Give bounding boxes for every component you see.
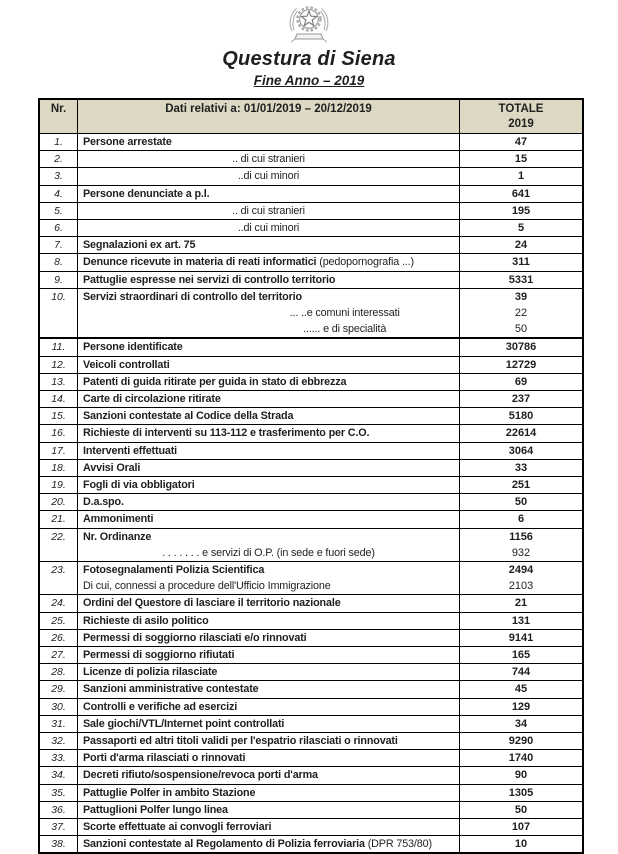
table-row: [39, 698, 583, 715]
table-row: [39, 185, 583, 202]
column-header-total-line1: TOTALE: [498, 103, 544, 115]
row-value: 15: [514, 153, 528, 166]
row-label: Richieste di interventi su 113-112 e trasferimento per C.O.: [83, 427, 370, 440]
table-row: [39, 681, 583, 698]
table-row: [39, 338, 583, 356]
row-label: Richieste di asilo politico: [83, 614, 209, 627]
row-description-cell: [78, 784, 460, 801]
row-label: ...... e di specialità: [303, 323, 387, 336]
table-row: [39, 168, 583, 185]
row-total-cell: [460, 646, 584, 663]
row-number: 7.: [39, 237, 78, 254]
row-label: Controlli e verifiche ad esercizi: [83, 700, 238, 713]
table-row: [39, 750, 583, 767]
row-number: 11.: [39, 338, 78, 356]
row-number: 30.: [39, 698, 78, 715]
row-label: Avvisi Orali: [83, 461, 141, 474]
table-row: [39, 151, 583, 168]
row-label: Persone denunciate a p.l.: [83, 187, 210, 200]
row-value: 2103: [508, 580, 534, 593]
row-label: ..di cui minori: [237, 222, 300, 235]
row-description-cell: [78, 750, 460, 767]
row-description-cell: [78, 767, 460, 784]
row-label: Sale giochi/VTL/Internet point controllati: [83, 717, 285, 730]
row-number: 18.: [39, 459, 78, 476]
row-total-cell: [460, 168, 584, 185]
row-description-cell: [78, 151, 460, 168]
row-description-cell: [78, 391, 460, 408]
row-description-cell: [78, 220, 460, 237]
table-row: [39, 425, 583, 442]
row-description-cell: [78, 801, 460, 818]
row-label-note: (pedopornografia ...): [316, 256, 414, 269]
row-number: 34.: [39, 767, 78, 784]
row-label: Pattuglioni Polfer lungo linea: [83, 803, 228, 816]
row-total-cell: [460, 629, 584, 646]
row-value: 9141: [508, 631, 534, 644]
table-row: [39, 408, 583, 425]
table-row: [39, 646, 583, 663]
row-total-cell: [460, 801, 584, 818]
row-total-cell: [460, 338, 584, 356]
row-total-cell: [460, 477, 584, 494]
row-number: 2.: [39, 151, 78, 168]
row-description-cell: [78, 185, 460, 202]
table-row: [39, 459, 583, 476]
row-total-cell: [460, 134, 584, 151]
row-value: 3064: [508, 444, 534, 457]
row-description-cell: [78, 254, 460, 271]
row-value: 69: [514, 375, 528, 388]
row-label: Permessi di soggiorno rilasciati e/o rinnovati: [83, 631, 307, 644]
row-total-cell: [460, 494, 584, 511]
row-description-cell: [78, 356, 460, 373]
column-header-total: [460, 99, 584, 134]
row-total-cell: [460, 562, 584, 595]
row-number: 33.: [39, 750, 78, 767]
table-row: [39, 202, 583, 219]
row-label: Sanzioni amministrative contestate: [83, 683, 259, 696]
row-value: 131: [511, 614, 531, 627]
row-total-cell: [460, 254, 584, 271]
table-row: [39, 356, 583, 373]
column-header-total-line2: 2019: [508, 117, 534, 130]
column-header-data: Dati relativi a: 01/01/2019 – 20/12/2019: [78, 99, 460, 134]
row-value: 50: [514, 803, 528, 816]
document-header: [0, 0, 618, 88]
table-row: [39, 595, 583, 612]
row-label: Fotosegnalamenti Polizia Scientifica: [83, 564, 265, 576]
table-row: [39, 784, 583, 801]
row-value: 165: [511, 648, 531, 661]
row-description-cell: [78, 664, 460, 681]
table-row: [39, 477, 583, 494]
row-description-cell: [78, 528, 460, 561]
row-value: 5180: [508, 410, 534, 423]
row-label: Patenti di guida ritirate per guida in stato di ebbrezza: [83, 375, 347, 388]
row-number: 20.: [39, 494, 78, 511]
row-number: 32.: [39, 733, 78, 750]
row-label: Pattuglie espresse nei servizi di controllo territorio: [83, 273, 336, 286]
row-total-cell: [460, 733, 584, 750]
row-description-cell: [78, 373, 460, 390]
row-value: 744: [511, 666, 531, 679]
row-label: Permessi di soggiorno rifiutati: [83, 648, 235, 661]
row-value: 311: [512, 256, 530, 269]
row-label: Servizi straordinari di controllo del territorio: [83, 290, 302, 303]
row-value: 251: [511, 479, 531, 492]
row-total-cell: [460, 356, 584, 373]
row-description-cell: [78, 836, 460, 854]
row-description-cell: [78, 629, 460, 646]
row-number: 26.: [39, 629, 78, 646]
row-total-cell: [460, 767, 584, 784]
row-label: D.a.spo.: [83, 496, 124, 509]
row-number: 12.: [39, 356, 78, 373]
row-label: Decreti rifiuto/sospensione/revoca porti d'arma: [83, 769, 318, 782]
row-value: 47: [514, 136, 528, 148]
row-description-cell: [78, 338, 460, 356]
row-number: 13.: [39, 373, 78, 390]
row-number: 35.: [39, 784, 78, 801]
row-label: Pattuglie Polfer in ambito Stazione: [83, 786, 256, 799]
table-row: [39, 254, 583, 271]
row-number: 10.: [39, 288, 78, 338]
row-total-cell: [460, 373, 584, 390]
row-description-cell: [78, 612, 460, 629]
row-value: 34: [514, 717, 528, 730]
row-label-note: (DPR 753/80): [364, 838, 432, 851]
row-description-cell: [78, 698, 460, 715]
table-row: [39, 391, 583, 408]
row-total-cell: [460, 511, 584, 528]
row-total-cell: [460, 271, 584, 288]
statistics-table: [38, 98, 584, 854]
row-number: 29.: [39, 681, 78, 698]
row-label: Denunce ricevute in materia di reati informatici (pedopornografia ...): [83, 256, 414, 269]
row-total-cell: [460, 151, 584, 168]
row-value: 30786: [505, 341, 537, 354]
table-row: [39, 237, 583, 254]
italian-republic-emblem-icon: [284, 3, 334, 45]
row-value: 1: [517, 170, 525, 183]
row-total-cell: [460, 391, 584, 408]
row-total-cell: [460, 185, 584, 202]
table-row: [39, 511, 583, 528]
row-value: 237: [511, 393, 531, 405]
row-description-cell: [78, 442, 460, 459]
row-total-cell: [460, 715, 584, 732]
table-row: [39, 801, 583, 818]
row-value: 5: [517, 222, 525, 235]
row-description-cell: [78, 646, 460, 663]
row-number: 15.: [39, 408, 78, 425]
row-description-cell: [78, 134, 460, 151]
row-total-cell: [460, 750, 584, 767]
table-row: [39, 733, 583, 750]
row-description-cell: [78, 271, 460, 288]
row-label: .. di cui stranieri: [232, 204, 305, 217]
row-total-cell: [460, 612, 584, 629]
row-number: 5.: [39, 202, 78, 219]
row-value: 1156: [509, 530, 533, 543]
row-description-cell: [78, 733, 460, 750]
row-number: 37.: [39, 819, 78, 836]
row-number: 14.: [39, 391, 78, 408]
row-number: 4.: [39, 185, 78, 202]
row-number: 24.: [39, 595, 78, 612]
row-description-cell: [78, 477, 460, 494]
row-label: Persone identificate: [83, 341, 183, 354]
row-label: .. di cui stranieri: [232, 153, 305, 166]
row-total-cell: [460, 459, 584, 476]
row-total-cell: [460, 836, 584, 854]
row-label: Ordini del Questore di lasciare il territorio nazionale: [83, 597, 341, 610]
row-value: 1740: [508, 752, 534, 765]
row-value: 22: [514, 307, 528, 320]
table-row: [39, 528, 583, 561]
row-description-cell: [78, 288, 460, 338]
row-value: 50: [514, 496, 528, 509]
row-value: 5331: [508, 273, 534, 286]
page-title: Questura di Siena: [222, 48, 396, 70]
row-description-cell: [78, 237, 460, 254]
row-total-cell: [460, 442, 584, 459]
row-description-cell: [78, 425, 460, 442]
row-number: 1.: [39, 134, 78, 151]
table-row: [39, 836, 583, 854]
row-description-cell: [78, 819, 460, 836]
row-description-cell: [78, 408, 460, 425]
row-total-cell: [460, 698, 584, 715]
table-row: [39, 271, 583, 288]
row-value: 39: [514, 290, 528, 303]
row-total-cell: [460, 408, 584, 425]
row-total-cell: [460, 664, 584, 681]
row-number: 8.: [39, 254, 78, 271]
row-total-cell: [460, 288, 584, 338]
row-value: 12729: [505, 358, 537, 371]
row-description-cell: [78, 511, 460, 528]
row-number: 38.: [39, 836, 78, 854]
page-subtitle: Fine Anno – 2019: [253, 73, 365, 88]
table-row: [39, 819, 583, 836]
row-number: 3.: [39, 168, 78, 185]
row-label: Veicoli controllati: [83, 358, 170, 371]
row-number: 25.: [39, 612, 78, 629]
table-row: [39, 220, 583, 237]
row-value: 24: [514, 239, 528, 252]
row-value: 2494: [508, 564, 534, 576]
table-row: [39, 494, 583, 511]
row-value: 50: [514, 323, 528, 336]
row-value: 33: [514, 461, 528, 474]
row-number: 9.: [39, 271, 78, 288]
table-row: [39, 373, 583, 390]
row-total-cell: [460, 202, 584, 219]
table-row: [39, 562, 583, 595]
row-description-cell: [78, 715, 460, 732]
row-number: 27.: [39, 646, 78, 663]
row-description-cell: [78, 562, 460, 595]
row-value: 195: [511, 204, 531, 217]
row-label: ... ..e comuni interessati: [289, 307, 400, 320]
row-number: 36.: [39, 801, 78, 818]
row-value: 45: [514, 683, 528, 696]
row-description-cell: [78, 595, 460, 612]
row-number: 31.: [39, 715, 78, 732]
row-description-cell: [78, 168, 460, 185]
row-label: Fogli di via obbligatori: [83, 479, 195, 492]
table-row: [39, 134, 583, 151]
row-label: Licenze di polizia rilasciate: [83, 666, 218, 679]
row-total-cell: [460, 819, 584, 836]
row-value: 6: [517, 513, 525, 526]
table-row: [39, 612, 583, 629]
row-total-cell: [460, 220, 584, 237]
table-header-row: [39, 99, 583, 134]
row-value: 22614: [505, 427, 537, 440]
row-value: 932: [511, 546, 531, 559]
row-label: Sanzioni contestate al Codice della Strada: [83, 410, 294, 423]
row-label: Di cui, connessi a procedure dell'Ufficio Immigrazione: [83, 580, 331, 593]
table-row: [39, 288, 583, 338]
row-total-cell: [460, 237, 584, 254]
table-row: [39, 629, 583, 646]
row-value: 1305: [508, 786, 534, 799]
row-value: 21: [514, 597, 528, 610]
row-label: Interventi effettuati: [83, 444, 178, 457]
row-label: . . . . . . . e servizi di O.P. (in sede e fuori sede): [162, 546, 375, 559]
row-label: Porti d'arma rilasciati o rinnovati: [83, 752, 246, 765]
row-number: 23.: [39, 562, 78, 595]
row-value: 129: [511, 700, 531, 713]
row-label: Ammonimenti: [83, 513, 154, 526]
row-value: 10: [514, 838, 528, 851]
table-row: [39, 715, 583, 732]
row-description-cell: [78, 459, 460, 476]
row-label: ..di cui minori: [237, 170, 300, 183]
row-number: 22.: [39, 528, 78, 561]
row-label: Passaporti ed altri titoli validi per l'espatrio rilasciati o rinnovati: [83, 735, 398, 747]
table-row: [39, 664, 583, 681]
row-label: Sanzioni contestate al Regolamento di Polizia ferroviaria (DPR 753/80): [83, 838, 432, 851]
row-number: 16.: [39, 425, 78, 442]
row-total-cell: [460, 595, 584, 612]
row-description-cell: [78, 681, 460, 698]
column-header-nr: Nr.: [39, 99, 78, 134]
row-total-cell: [460, 784, 584, 801]
row-label: Carte di circolazione ritirate: [83, 393, 221, 405]
row-label: Segnalazioni ex art. 75: [83, 239, 196, 252]
row-number: 17.: [39, 442, 78, 459]
row-number: 28.: [39, 664, 78, 681]
table-row: [39, 442, 583, 459]
row-label: Persone arrestate: [83, 136, 172, 148]
row-number: 21.: [39, 511, 78, 528]
row-value: 641: [511, 187, 531, 200]
row-total-cell: [460, 681, 584, 698]
row-value: 9290: [508, 735, 534, 747]
row-number: 6.: [39, 220, 78, 237]
row-total-cell: [460, 425, 584, 442]
row-label: Nr. Ordinanze: [83, 530, 152, 543]
row-total-cell: [460, 528, 584, 561]
row-description-cell: [78, 494, 460, 511]
row-value: 107: [511, 821, 531, 834]
row-value: 90: [514, 769, 528, 782]
row-number: 19.: [39, 477, 78, 494]
row-label: Scorte effettuate ai convogli ferroviari: [83, 821, 272, 834]
row-description-cell: [78, 202, 460, 219]
table-row: [39, 767, 583, 784]
